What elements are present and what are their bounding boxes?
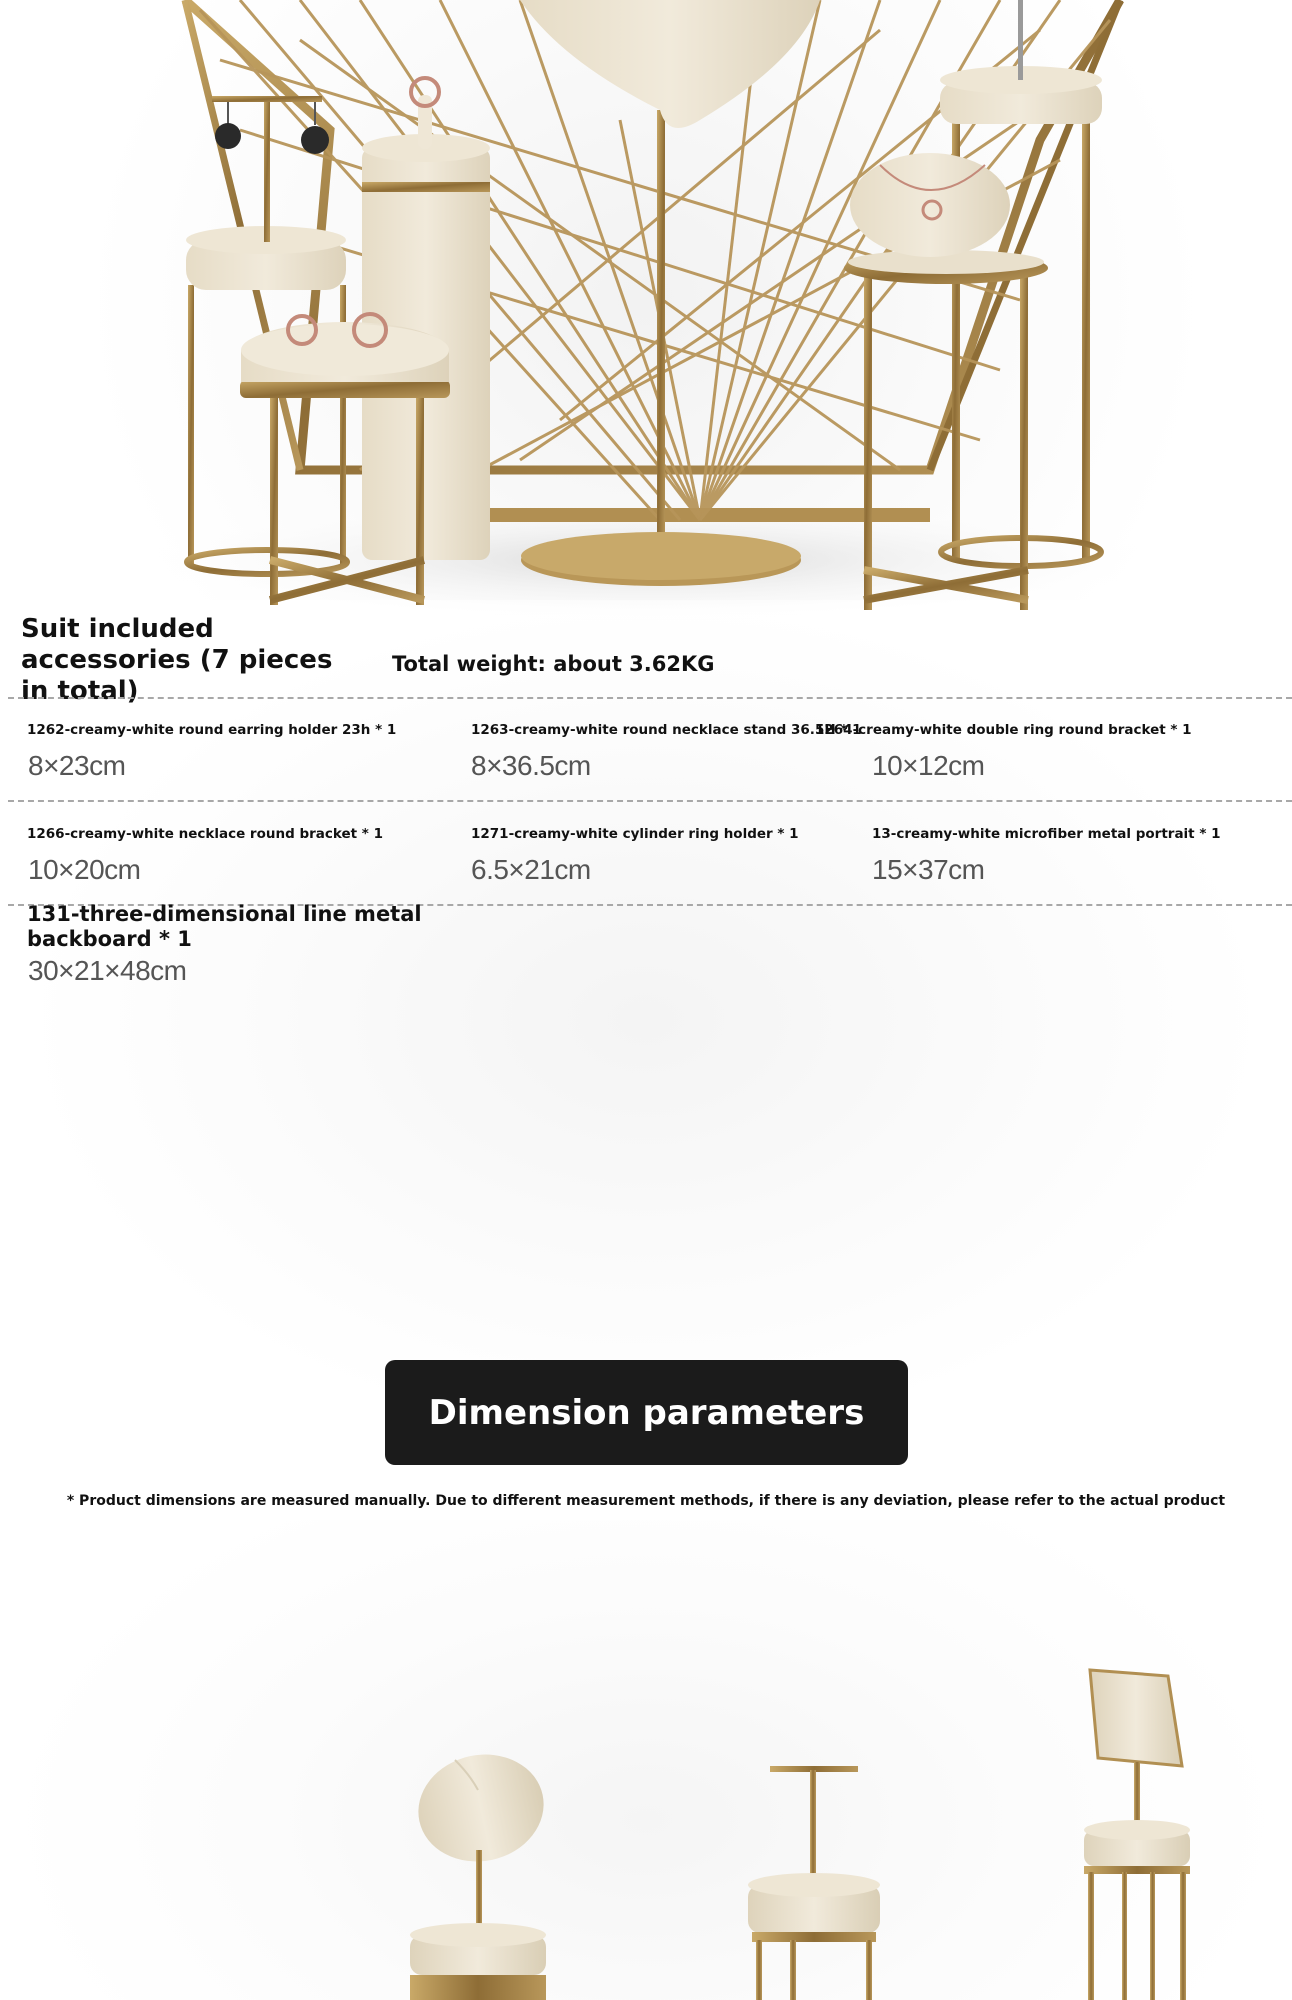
item-label-1264: 1264-creamy-white double ring round bracket * 1 [815, 722, 1192, 738]
item-size-1262: 8×23cm [28, 750, 126, 781]
suit-title: Suit included accessories (7 pieces in total) [21, 614, 333, 706]
item-label-1266: 1266-creamy-white necklace round bracket * 1 [27, 826, 383, 842]
jewelry-display-set-photo [0, 0, 1292, 620]
item-label-1262: 1262-creamy-white round earring holder 23h * 1 [27, 722, 397, 738]
item-label-1271: 1271-creamy-white cylinder ring holder * 1 [471, 826, 799, 842]
item-label-131: 131-three-dimensional line metal backboard * 1 [27, 902, 422, 951]
item-size-1271: 6.5×21cm [471, 854, 591, 885]
total-weight: Total weight: about 3.62KG [392, 652, 715, 676]
item-size-13: 15×37cm [872, 854, 985, 885]
background-glow [0, 600, 1292, 1400]
microfiber-portrait [520, 0, 820, 586]
item-size-1263: 8×36.5cm [471, 750, 591, 781]
dimension-note: * Product dimensions are measured manually. Due to different measurement methods, if there is any deviation, please refer to the actual product [66, 1493, 1226, 1509]
item-size-1264: 10×12cm [872, 750, 985, 781]
dashed-divider [8, 697, 1292, 699]
item-size-131: 30×21×48cm [28, 955, 187, 986]
dashed-divider [8, 800, 1292, 802]
dimension-heading-box [385, 1360, 908, 1465]
item-size-1266: 10×20cm [28, 854, 141, 885]
item-label-13: 13-creamy-white microfiber metal portrait * 1 [872, 826, 1221, 842]
dimension-heading: Dimension parameters [428, 1392, 865, 1433]
background-glow-bottom [0, 1520, 1292, 2000]
item-label-1263: 1263-creamy-white round necklace stand 36.5H * 1 [471, 722, 862, 738]
